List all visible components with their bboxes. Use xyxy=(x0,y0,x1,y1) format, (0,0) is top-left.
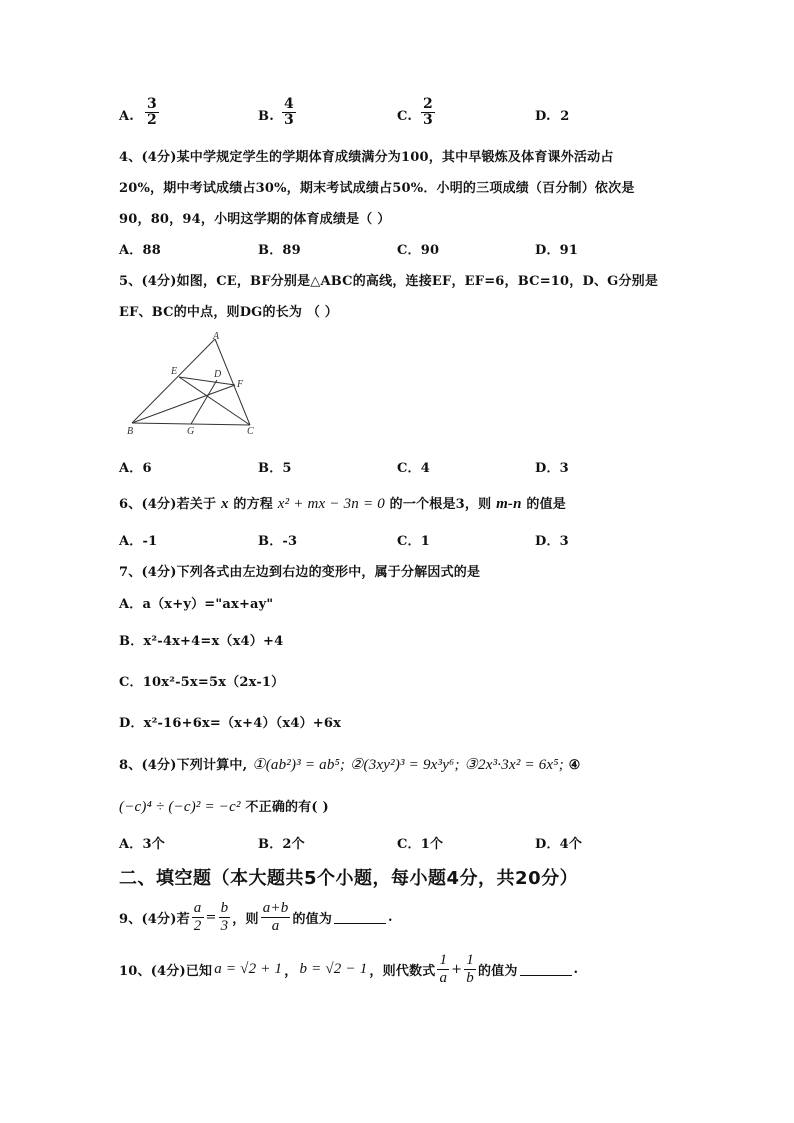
q10-tail: 的值为 xyxy=(477,963,518,979)
q9-fraction-b-3 xyxy=(219,900,231,934)
q6-stem xyxy=(119,493,566,513)
q4-line-3: 90，80，94，小明这学期的体育成绩是（ ） xyxy=(119,212,391,227)
q10-end: . xyxy=(573,961,579,977)
q3-option-a-num: 3 xyxy=(147,96,157,112)
q10-b-expr: b = √2 − 1 xyxy=(299,960,368,977)
q10-plus: + xyxy=(451,961,463,977)
q10-a-expr: a = √2 + 1 xyxy=(214,960,283,977)
q6-equation: x² + mx − 3n = 0 xyxy=(277,496,385,512)
label-g: G xyxy=(187,426,195,436)
q9-f2-den: 3 xyxy=(220,917,229,934)
q8-item-4: (−c)⁴ ÷ (−c)² = −c² xyxy=(119,799,241,815)
q4-option-d: D．91 xyxy=(535,243,579,258)
q4-line-1: 4、(4分)某中学规定学生的学期体育成绩满分为100，其中早锻炼及体育课外活动占 xyxy=(119,150,614,165)
label-c: C xyxy=(247,426,254,436)
q10-fraction-1-a xyxy=(437,952,449,986)
q3-option-c-fraction xyxy=(421,97,435,129)
q9-tail: 的值为 xyxy=(292,911,333,927)
q9-fraction-sum xyxy=(261,900,291,934)
q5-options xyxy=(119,457,679,475)
q5-option-d: D．3 xyxy=(535,461,569,476)
q9-end: . xyxy=(388,909,393,925)
q8-item-4-mark: ④ xyxy=(568,758,581,773)
q7-stem: 7、(4分)下列各式由左边到右边的变形中，属于分解因式的是 xyxy=(119,565,481,580)
q4-option-c: C．90 xyxy=(397,243,440,258)
label-a: A xyxy=(213,332,220,342)
q10-fraction-1-b xyxy=(464,952,476,986)
q3-option-a-fraction xyxy=(145,97,159,129)
label-f: F xyxy=(237,379,244,390)
q5-line-2: EF、BC的中点，则DG的长为 （ ） xyxy=(119,305,338,320)
q6-options xyxy=(119,530,679,548)
q8-option-c: C．1个 xyxy=(397,837,444,852)
q9-f2-num: b xyxy=(220,900,229,916)
q8-line-1 xyxy=(119,754,581,774)
q5-option-c: C．4 xyxy=(397,461,430,476)
q9-answer-blank[interactable] xyxy=(334,911,386,924)
q8-line-2 xyxy=(119,796,329,816)
q7-option-b: B．x²-4x+4=x（x4）+4 xyxy=(119,634,284,649)
q9-mid: ，则 xyxy=(232,911,259,927)
q5-option-b: B．5 xyxy=(258,461,292,476)
q6-option-a: A．-1 xyxy=(119,534,158,549)
q9-f3-den: a xyxy=(271,917,280,934)
q10-f1-num: 1 xyxy=(439,952,448,968)
q3-option-a-label: A. xyxy=(119,109,135,124)
q4-option-b: B．89 xyxy=(258,243,301,258)
q8-item-3: ③2x³·3x² = 6x⁵; xyxy=(464,757,564,773)
q10-f2-den: b xyxy=(466,969,474,986)
section-2-title: 二、填空题（本大题共5个小题，每小题4分，共20分） xyxy=(119,868,579,889)
q8-item-1: ①(ab²)³ = ab⁵; xyxy=(252,757,346,773)
q4-option-a: A．88 xyxy=(119,243,161,258)
q3-option-a-den: 2 xyxy=(147,112,157,129)
q8-option-b: B．2个 xyxy=(258,837,305,852)
q3-option-b-num: 4 xyxy=(284,96,294,112)
q4-options xyxy=(119,239,679,257)
q6-mid: 的方程 xyxy=(233,497,273,512)
line-ab xyxy=(132,339,215,423)
q8-options xyxy=(119,833,679,851)
q3-option-d-text: 2 xyxy=(560,109,570,124)
q8-item-2: ②(3xy²)³ = 9x³y⁶; xyxy=(349,757,460,773)
q7-option-d: D．x²-16+6x=（x+4）（x4）+6x xyxy=(119,716,342,731)
q8-prefix: 8、(4分)下列计算中, xyxy=(119,758,248,773)
q3-option-c-label: C. xyxy=(397,109,413,124)
q3-option-c-den: 3 xyxy=(423,112,433,129)
q9-equals: = xyxy=(205,909,217,925)
q10-sep: ， xyxy=(284,963,298,979)
label-d: D xyxy=(214,369,222,380)
label-b: B xyxy=(127,426,134,436)
q10-mid: ，则代数式 xyxy=(369,963,436,979)
q6-var-x: x xyxy=(220,496,229,512)
q7-option-c: C．10x²-5x=5x（2x-1） xyxy=(119,675,285,690)
q8-option-a: A．3个 xyxy=(119,837,165,852)
q3-option-b-fraction xyxy=(282,97,296,129)
q6-option-d: D．3 xyxy=(535,534,569,549)
q6-prefix: 6、(4分)若关于 xyxy=(119,497,217,512)
q9-prefix: 9、(4分)若 xyxy=(119,911,190,927)
q5-option-a: A．6 xyxy=(119,461,152,476)
q10-f1-den: a xyxy=(439,969,448,986)
q3-option-b-label: B. xyxy=(258,109,274,124)
q9-fraction-a-2 xyxy=(192,900,204,934)
q9-f1-num: a xyxy=(193,900,202,916)
q10-answer-blank[interactable] xyxy=(520,963,572,976)
label-e: E xyxy=(171,366,178,377)
q10-prefix: 10、(4分)已知 xyxy=(119,963,213,979)
q10-f2-num: 1 xyxy=(466,952,474,968)
q9-f1-den: 2 xyxy=(193,917,202,934)
q3-option-d-label: D. xyxy=(535,109,551,124)
q10-stem xyxy=(119,952,578,986)
q6-tail: 的值是 xyxy=(526,497,567,512)
q9-stem xyxy=(119,900,393,934)
q8-tail: 不正确的有( ) xyxy=(245,800,329,815)
q9-f3-num: a+b xyxy=(262,900,289,916)
line-ef xyxy=(179,377,235,385)
q4-line-2: 20%，期中考试成绩占30%，期末考试成绩占50%．小明的三项成绩（百分制）依次是 xyxy=(119,181,635,196)
q8-option-d: D．4个 xyxy=(535,837,583,852)
line-ac xyxy=(215,339,250,425)
q3-option-b-den: 3 xyxy=(284,112,294,129)
q6-option-c: C．1 xyxy=(397,534,430,549)
q3-option-d xyxy=(535,109,569,124)
line-dg xyxy=(191,380,217,424)
q6-option-b: B．-3 xyxy=(258,534,298,549)
q6-suffix: 的一个根是3，则 xyxy=(389,497,492,512)
q5-line-1: 5、(4分)如图，CE，BF分别是△ABC的高线，连接EF，EF=6，BC=10，D、G分别是 xyxy=(119,274,659,289)
q5-triangle-figure xyxy=(124,332,264,436)
q7-option-a: A．a（x+y）="ax+ay" xyxy=(119,597,274,612)
q3-option-c-num: 2 xyxy=(423,96,433,112)
q6-expr: m-n xyxy=(496,496,522,512)
